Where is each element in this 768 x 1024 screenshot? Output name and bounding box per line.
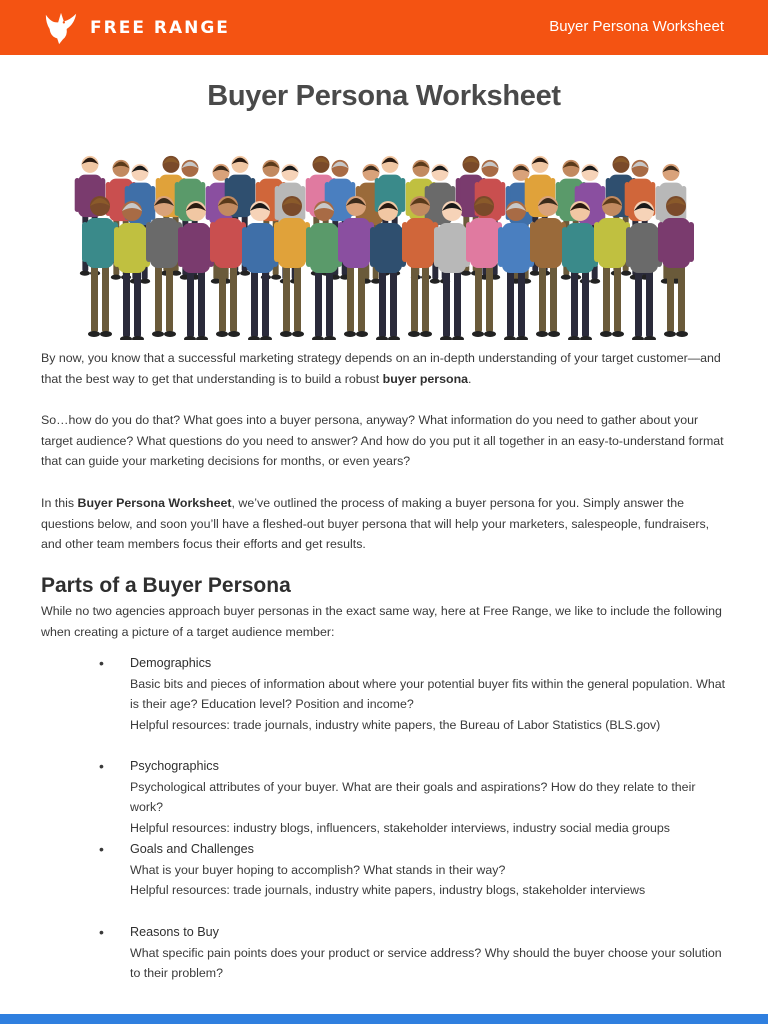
bird-logo-icon [42,10,80,46]
list-item-demographics [130,653,730,736]
item-title: Reasons to Buy [130,925,219,939]
page-title: Buyer Persona Worksheet [207,80,561,112]
item-description: What specific pain points does your product or service address? Why should the buyer choose your solution to their problem? [130,945,722,981]
brand-logo[interactable] [42,10,230,46]
bullet-icon: • [99,758,104,774]
top-header-bar [0,0,768,55]
header-document-title: Buyer Persona Worksheet [549,18,724,35]
item-resources: Helpful resources: industry blogs, influencers, stakeholder interviews, industry social media groups [130,821,670,836]
footer-bar [0,1014,768,1024]
section-heading: Parts of a Buyer Persona [41,574,291,597]
item-description: What is your buyer hoping to accomplish? What stands in their way? [130,862,506,877]
item-title: Psychographics [130,759,219,773]
item-resources: Helpful resources: trade journals, industry white papers, industry blogs, stakeholder interviews [130,883,646,898]
list-item-reasons-to-buy [130,922,730,984]
intro-paragraph-3: In this Buyer Persona Worksheet, we’ve outlined the process of making a buyer persona for you. Simply answer the questions below, and soon you’ll have a fleshed-out buyer persona that will help your marketers, salespeople, fundraisers, and other team members focus their efforts and get results. [41,496,710,552]
intro-paragraph-1: By now, you know that a successful marketing strategy depends on an in-depth understanding of your target customer—and that the best way to get that understanding is to build a robust buyer persona. [41,351,721,386]
item-title: Goals and Challenges [130,842,254,856]
list-item-goals-challenges [130,839,730,901]
item-title: Demographics [130,656,212,670]
list-item-psychographics [130,756,730,839]
item-description: Basic bits and pieces of information about where your potential buyer fits within the general population. What is their age? Education level? Position and income? [130,676,726,712]
item-resources: Helpful resources: trade journals, industry white papers, the Bureau of Labor Statistics (BLS.gov) [130,718,661,733]
diverse-crowd-illustration [60,140,710,340]
bullet-icon: • [99,841,104,857]
brand-name: FREE RANGE [90,18,230,38]
bullet-icon: • [99,655,104,671]
item-description: Psychological attributes of your buyer. What are their goals and aspirations? How do they relate to their work? [130,779,696,815]
section-intro: While no two agencies approach buyer personas in the exact same way, here at Free Range, we like to include the following when creating a picture of a target audience member: [41,604,722,639]
intro-paragraph-2: So…how do you do that? What goes into a buyer persona, anyway? What information do you need to gather about your target audience? What questions do you need to answer? And how do you put it all together in an easy-to-understand format that can guide your marketing decisions for months, or even years? [41,413,724,469]
bullet-icon: • [99,924,104,940]
